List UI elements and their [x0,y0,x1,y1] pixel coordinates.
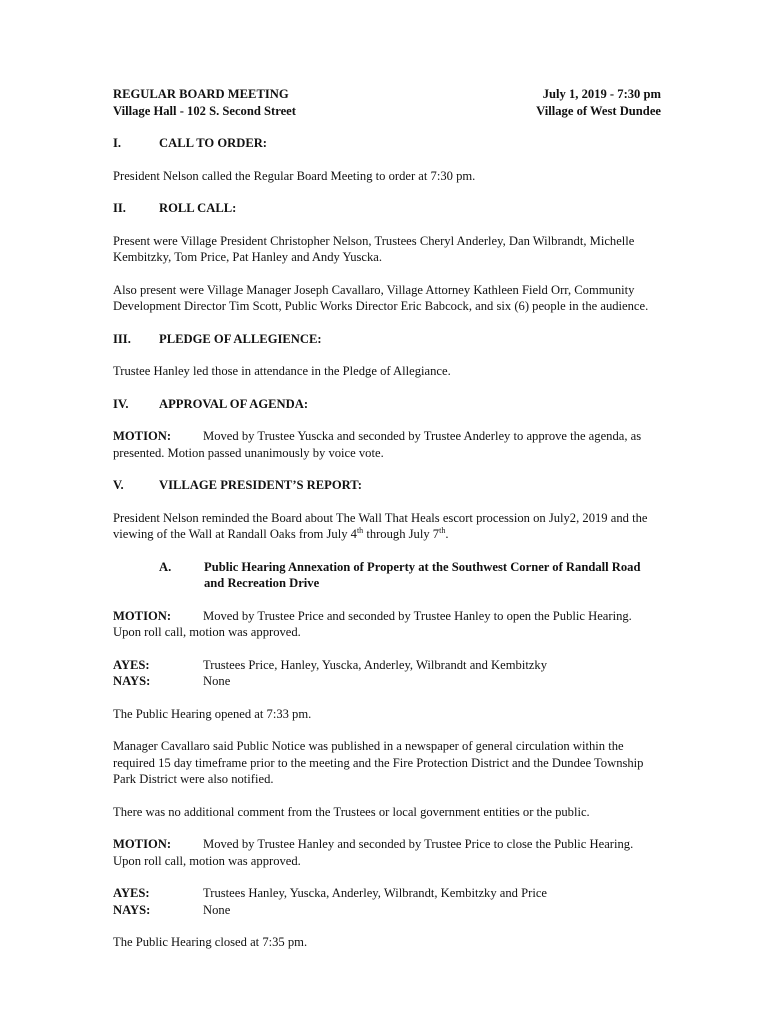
nays-row [113,902,661,919]
nays-label: NAYS: [113,902,151,917]
ayes-label: AYES: [113,657,150,672]
subsection-title: Public Hearing Annexation of Property at the Southwest Corner of Randall Road and Recreation Drive [204,559,641,590]
section-title: ROLL CALL: [159,201,237,215]
section-title: CALL TO ORDER: [159,136,268,150]
ayes-row [113,657,661,674]
manager-notice-text: Manager Cavallaro said Public Notice was published in a newspaper of general circulation within the required 15 day timeframe prior to the meeting and the Fire Protection District and the Dundee Township Park District were also notified. [113,739,644,786]
no-comment-text: There was no additional comment from the Trustees or local government entities or the public. [113,804,590,819]
motion-label: MOTION: [113,837,172,851]
motion-text: Moved by Trustee Yuscka and seconded by Trustee Anderley to approve the agenda, as presented. Motion passed unanimously by voice vote. [113,429,642,460]
agenda-motion [113,428,661,461]
motion-label: MOTION: [113,608,172,623]
section-number: I. [113,136,122,150]
motion-text: Moved by Trustee Price and seconded by Trustee Hanley to open the Public Hearing. Upon roll call, motion was approved. [113,608,632,639]
hearing-close-motion [113,836,661,869]
section-title: VILLAGE PRESIDENT’S REPORT: [159,478,362,492]
report-text-part: President Nelson reminded the Board about The Wall That Heals escort procession on July2, 2019 and the viewing of the Wall at Randall Oaks from July 4 [113,510,648,541]
section-title: APPROVAL OF AGENDA: [159,396,309,411]
nays-row [113,673,661,690]
roll-call-present: Present were Village President Christopher Nelson, Trustees Cheryl Anderley, Dan Wilbrandt, Michelle Kembitzky, Tom Price, Pat Hanley and Andy Yuscka. [113,233,635,264]
motion-label: MOTION: [113,429,172,443]
ordinal-suffix: th [439,525,446,535]
hearing-opened-text: The Public Hearing opened at 7:33 pm. [113,706,312,721]
section-heading-pledge [113,331,661,348]
section-heading-president-report [113,477,661,494]
vote-tally-open [113,657,661,690]
section-title: PLEDGE OF ALLEGIENCE: [159,331,322,346]
nays-label: NAYS: [113,674,151,688]
section-number: IV. [113,396,129,411]
ordinal-suffix: th [356,525,364,535]
roll-call-also-present: Also present were Village Manager Joseph Cavallaro, Village Attorney Kathleen Field Orr, Community Development Director Tim Scott, Public Works Director Eric Babcock, and six (6) people in the audience. [113,282,649,313]
document-header [113,86,661,119]
meeting-title: REGULAR BOARD MEETING [113,87,289,101]
report-text-part: . [445,527,449,541]
ayes-label: AYES: [113,886,150,900]
call-to-order-text: President Nelson called the Regular Board Meeting to order at 7:30 pm. [113,168,476,183]
ayes-row [113,885,661,902]
header-right [536,86,661,119]
section-number: V. [113,478,124,492]
hearing-closed-text: The Public Hearing closed at 7:35 pm. [113,935,308,949]
nays-value: None [203,902,231,917]
section-heading-agenda [113,396,661,413]
minutes-page [113,86,661,951]
section-heading-call-to-order [113,135,661,152]
section-heading-roll-call [113,200,661,217]
ayes-value: Trustees Price, Hanley, Yuscka, Anderley, Wilbrandt and Kembitzky [203,657,547,672]
meeting-date: July 1, 2019 - 7:30 pm [542,87,661,101]
pledge-text: Trustee Hanley led those in attendance in the Pledge of Allegiance. [113,364,451,378]
president-report-text [113,510,661,543]
vote-tally-close [113,885,661,918]
subsection-letter: A. [159,559,172,574]
hearing-open-motion [113,608,661,641]
meeting-location: Village Hall - 102 S. Second Street [113,103,296,118]
village-name: Village of West Dundee [536,103,661,118]
ayes-value: Trustees Hanley, Yuscka, Anderley, Wilbrandt, Kembitzky and Price [203,886,547,900]
section-number: II. [113,201,126,215]
report-text-part: through July 7 [363,527,440,541]
subsection-heading-public-hearing [113,559,661,592]
motion-text: Moved by Trustee Hanley and seconded by Trustee Price to close the Public Hearing. Upon roll call, motion was approved. [113,837,634,868]
nays-value: None [203,674,231,688]
header-left [113,86,296,119]
section-number: III. [113,331,131,346]
